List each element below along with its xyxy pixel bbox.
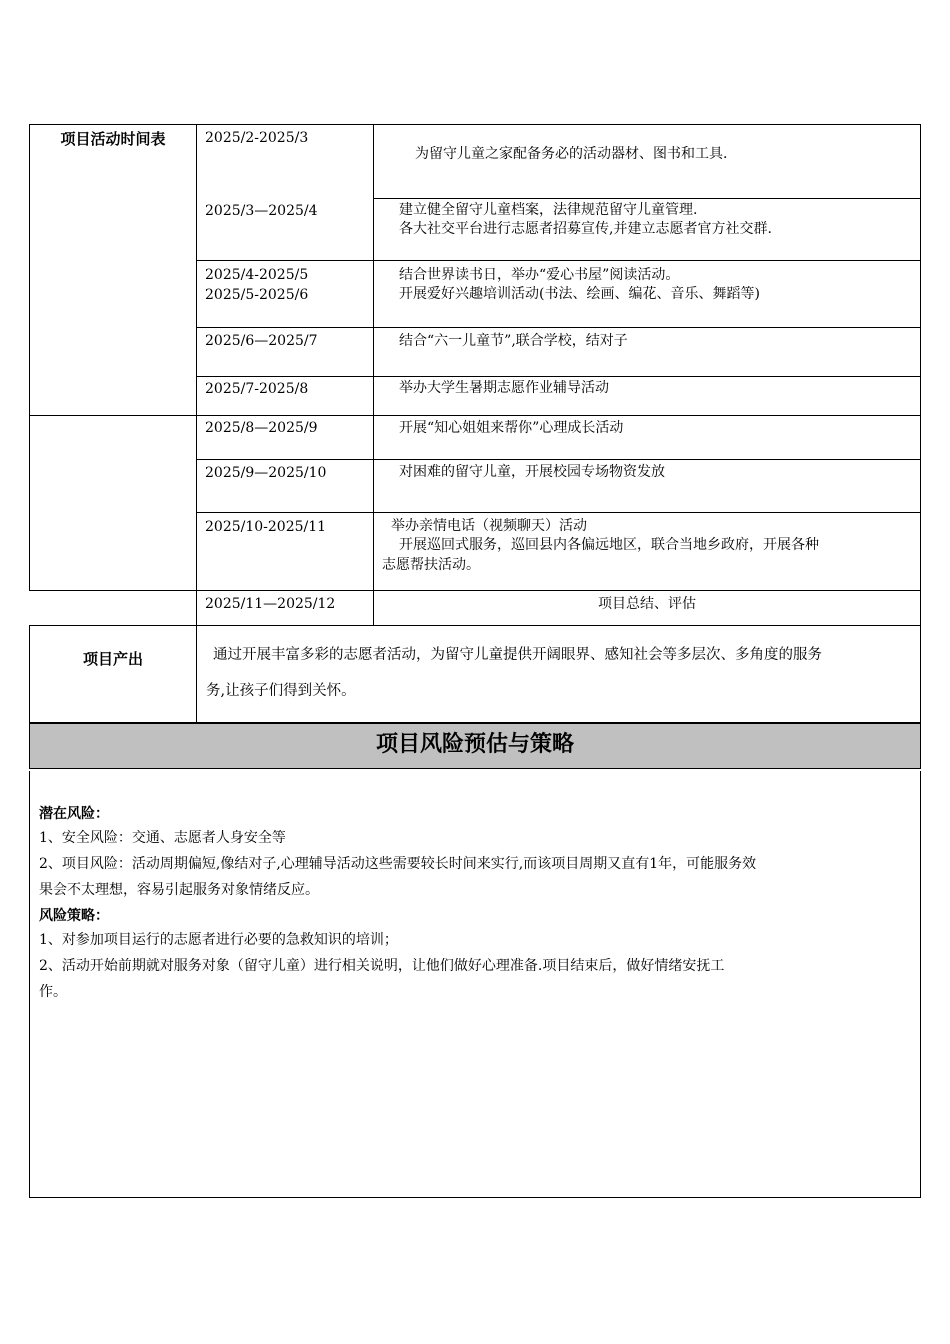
activity-text: 为留守儿童之家配备务必的活动器材、图书和工具. bbox=[415, 146, 728, 162]
activity-text: 开展巡回式服务，巡回县内各偏远地区，联合当地乡政府，开展各种 bbox=[399, 537, 819, 553]
activity-text: 各大社交平台进行志愿者招募宣传,并建立志愿者官方社交群. bbox=[399, 221, 772, 237]
table-border-top bbox=[29, 124, 921, 125]
date-cell: 2025/4-2025/5 bbox=[205, 267, 309, 283]
column-divider bbox=[373, 124, 374, 626]
risk-box bbox=[29, 771, 921, 1198]
row-divider bbox=[29, 415, 921, 416]
risk-item: 1、安全风险：交通、志愿者人身安全等 bbox=[39, 830, 286, 846]
risk-section-title: 项目风险预估与策略 bbox=[29, 723, 921, 769]
date-cell: 2025/8—2025/9 bbox=[205, 420, 318, 436]
row-divider bbox=[373, 198, 921, 199]
output-text-line: 务,让孩子们得到关怀。 bbox=[206, 683, 356, 699]
potential-risk-heading: 潜在风险： bbox=[39, 806, 109, 822]
activity-text: 志愿帮扶活动。 bbox=[382, 557, 480, 573]
table-border-left bbox=[29, 124, 30, 591]
output-text-line: 通过开展丰富多彩的志愿者活动，为留守儿童提供开阔眼界、感知社会等多层次、多角度的服务 bbox=[213, 647, 822, 663]
activity-text: 举办亲情电话（视频聊天）活动 bbox=[391, 518, 587, 534]
activity-text: 建立健全留守儿童档案，法律规范留守儿童管理. bbox=[399, 202, 698, 218]
table-border-left bbox=[29, 625, 30, 723]
row-divider bbox=[196, 376, 921, 377]
activity-text: 结合世界读书日，举办“爱心书屋”阅读活动。 bbox=[399, 267, 680, 283]
row-divider bbox=[29, 590, 921, 591]
risk-strategy-heading: 风险策略： bbox=[39, 908, 109, 924]
row-divider bbox=[196, 260, 921, 261]
strategy-item: 1、对参加项目运行的志愿者进行必要的急救知识的培训； bbox=[39, 932, 398, 948]
output-label: 项目产出 bbox=[82, 650, 143, 668]
date-cell: 2025/5-2025/6 bbox=[205, 287, 309, 303]
table-border-right bbox=[920, 124, 921, 723]
row-divider bbox=[196, 327, 921, 328]
risk-item: 果会不太理想，容易引起服务对象情绪反应。 bbox=[39, 882, 319, 898]
date-cell: 2025/3—2025/4 bbox=[205, 203, 318, 219]
risk-item: 2、项目风险：活动周期偏短,像结对子,心理辅导活动这些需要较长时间来实行,而该项目周期又直有1年，可能服务效 bbox=[39, 856, 757, 872]
activity-text: 对困难的留守儿童，开展校园专场物资发放 bbox=[399, 464, 665, 480]
activity-text: 举办大学生暑期志愿作业辅导活动 bbox=[399, 380, 609, 396]
schedule-label: 项目活动时间表 bbox=[60, 130, 166, 148]
date-cell: 2025/9—2025/10 bbox=[205, 465, 327, 481]
activity-text: 开展爱好兴趣培训活动(书法、绘画、编花、音乐、舞蹈等) bbox=[399, 286, 760, 302]
row-divider bbox=[29, 625, 921, 626]
date-cell: 2025/7-2025/8 bbox=[205, 381, 309, 397]
row-divider bbox=[196, 512, 921, 513]
column-divider bbox=[196, 124, 197, 723]
date-cell: 2025/6—2025/7 bbox=[205, 333, 318, 349]
activity-text: 项目总结、评估 bbox=[598, 596, 696, 612]
activity-text: 结合“六一儿童节”,联合学校，结对子 bbox=[399, 333, 628, 349]
date-cell: 2025/10-2025/11 bbox=[205, 519, 327, 535]
row-divider bbox=[196, 459, 921, 460]
activity-text: 开展“知心姐姐来帮你”心理成长活动 bbox=[399, 420, 624, 436]
strategy-item: 作。 bbox=[39, 984, 67, 1000]
date-cell: 2025/2-2025/3 bbox=[205, 130, 309, 146]
strategy-item: 2、活动开始前期就对服务对象（留守儿童）进行相关说明，让他们做好心理准备.项目结束后，做好情绪安抚工 bbox=[39, 958, 725, 974]
date-cell: 2025/11—2025/12 bbox=[205, 596, 336, 612]
